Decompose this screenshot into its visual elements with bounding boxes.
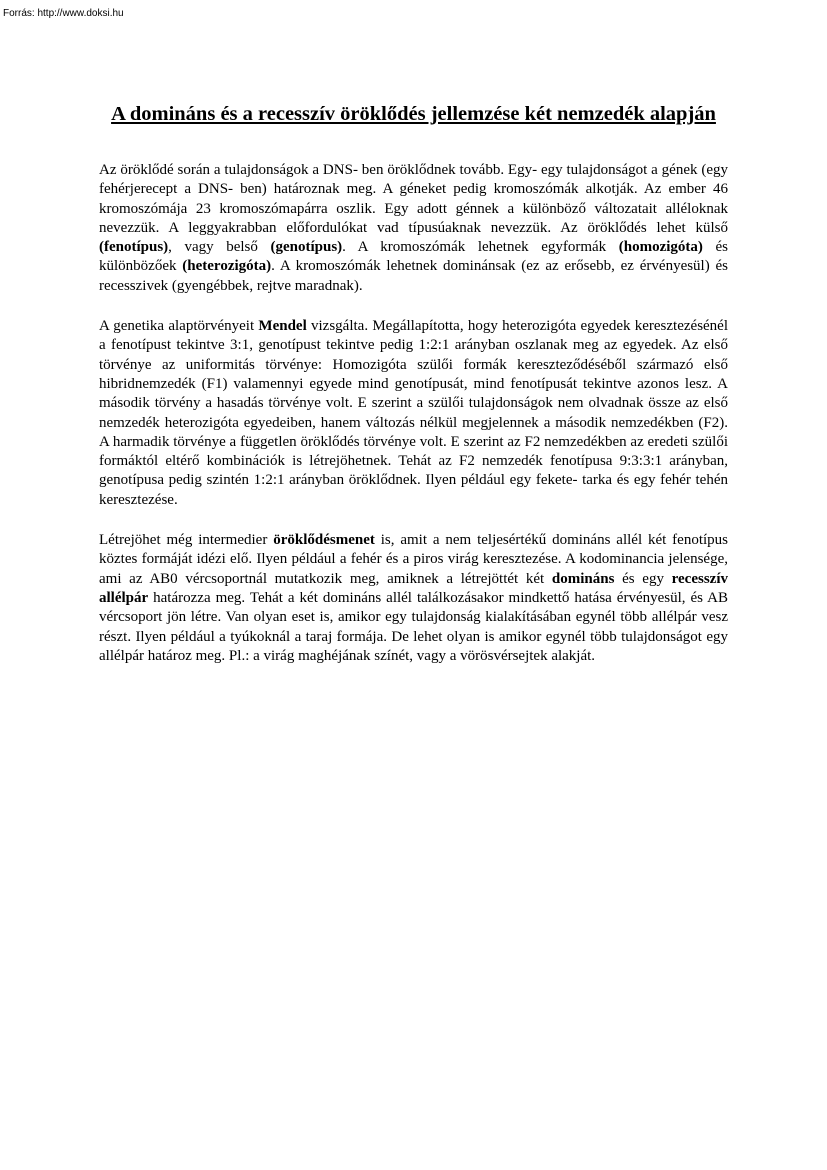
term-dominans: domináns — [551, 570, 615, 587]
text-segment: Létrejöhet még intermedier — [99, 532, 274, 549]
source-attribution: Forrás: http://www.doksi.hu — [3, 8, 124, 19]
paragraph-intermedier — [99, 531, 728, 666]
document-page — [99, 101, 728, 687]
document-body — [99, 161, 728, 666]
text-segment: vizsgálta. Megállapította, hogy heterozigóta egyedek keresztezésénél a fenotípust tekintve 3:1, genotípust tekintve pedig 1:2:1 arányban oszlanak meg az egyedek. Az első törvénye az uniformitás törvénye: Homozigóta szülői formák kereszteződéséből származó első hibridnemzedék (F1) valamennyi egyede mind genotípusát, mind fenotípusát tekintve azonos lesz. A második törvény a hasadás törvénye volt. E szerint a szülői tulajdonságok nem olvadnak össze az első nemzedék heterozigóta egyedeiben, hanem változás nélkül megjelennek a második nemzedékben (F2). A harmadik törvénye a független öröklődés törvénye volt. E szerint az F2 nemzedékben az eredeti szülői formáktól eltérő kombinációk is létrejöhetnek. Tehát az F2 nemzedék fenotípusa 9:3:3:1 arányban, genotípusa pedig szintén 1:2:1 arányban öröklődnek. Ilyen például egy fekete- tarka és egy fehér tehén keresztezése. — [99, 318, 729, 508]
term-recessziv-allelpar: recesszív allélpár — [99, 570, 728, 606]
paragraph-mendel — [99, 317, 728, 510]
text-segment: Az öröklődé során a tulajdonságok a DNS- ben öröklődnek tovább. Egy- egy tulajdonságot a gének (egy fehérjerecept a DNS- ben) határoznak meg. A géneket pedig kromoszómák alkotják. Az ember 46 kromoszómája 23 kromoszómapárra oszlik. Egy adott génnek a különböző változatait alléloknak nevezzük. A leggyakrabban előfordulókat vad típusúaknak nevezzük. Az öröklődés lehet külső — [99, 162, 728, 236]
text-segment: és egy — [614, 570, 672, 587]
term-homozigota: (homozigóta) — [618, 239, 703, 256]
paragraph-intro — [99, 161, 728, 296]
text-segment: is, amit a nem teljesértékű domináns allél két fenotípus köztes formáját idézi elő. Ilyen például a fehér és a piros virág keresztezése. A kodominancia jelensége, ami az AB0 vércsoportnál mutatkozik meg, amiknek a létrejöttét két — [99, 532, 728, 587]
term-genotipus: (genotípus) — [270, 239, 343, 256]
text-segment: és különbözőek — [99, 239, 728, 275]
text-segment: , vagy belső — [168, 239, 271, 256]
text-segment: . A kromoszómák lehetnek egyformák — [342, 239, 619, 256]
text-segment: határozza meg. Tehát a két domináns allél találkozásakor mindkettő hatása érvényesül, és AB vércsoport jön létre. Van olyan eset is, amikor egy tulajdonság kialakításában egynél több allélpár vesz részt. Ilyen például a tyúkoknál a taraj formája. De lehet olyan is amikor egynél több tulajdonságot egy allélpár határoz meg. Pl.: a virág maghéjának színét, vagy a vörösvérsejtek alakját. — [99, 589, 728, 664]
term-heterozigota: (heterozigóta) — [182, 258, 272, 275]
text-segment: A genetika alaptörvényeit — [99, 318, 259, 335]
text-segment: . A kromoszómák lehetnek dominánsak (ez az erősebb, ez érvényesül) és recesszivek (gyengébbek, rejtve maradnak). — [99, 258, 729, 294]
term-oroklodesmenet: öröklődésmenet — [273, 532, 375, 549]
document-title: A domináns és a recesszív öröklődés jellemzése két nemzedék alapján — [111, 103, 716, 125]
term-mendel: Mendel — [258, 318, 307, 335]
term-fenotipus: (fenotípus) — [99, 239, 169, 256]
